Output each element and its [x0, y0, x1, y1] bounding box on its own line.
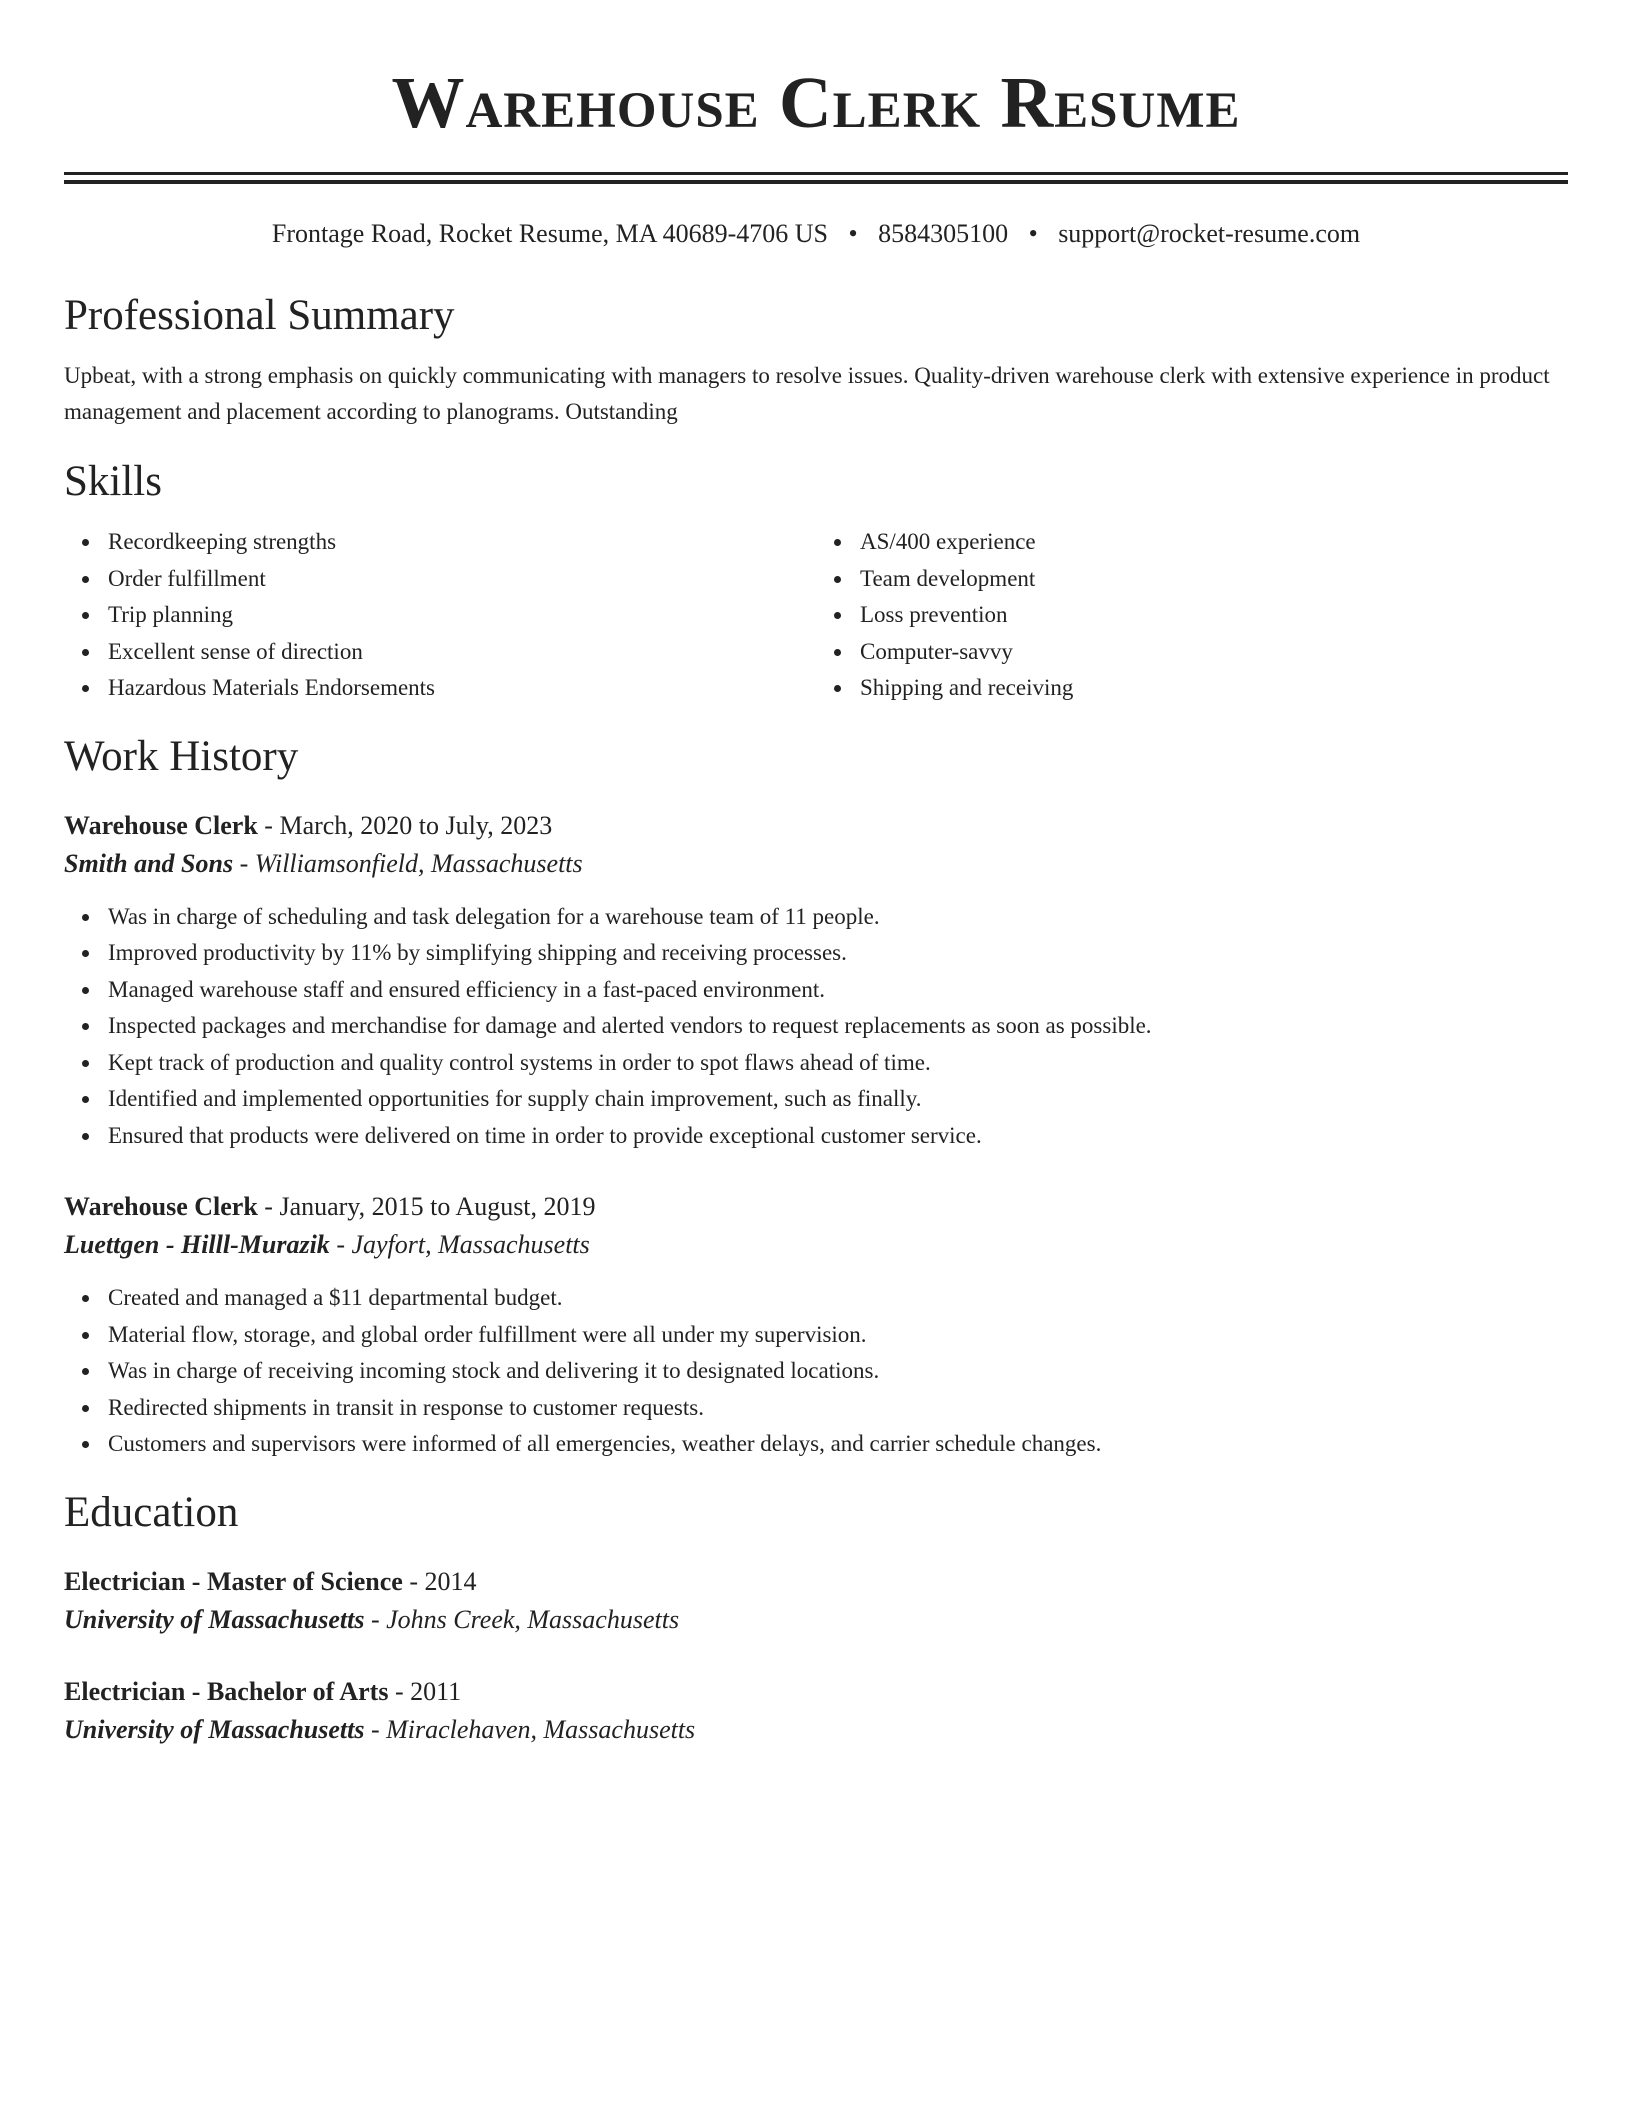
skill-item: Recordkeeping strengths [108, 524, 816, 561]
job-company-line [64, 1226, 1568, 1264]
skill-item: Loss prevention [860, 597, 1568, 634]
skill-item: Excellent sense of direction [108, 634, 816, 671]
contact-phone: 8584305100 [878, 219, 1009, 248]
education-heading: Education [64, 1488, 239, 1536]
job-bullet: Created and managed a $11 departmental budget. [108, 1280, 1568, 1317]
summary-text: Upbeat, with a strong emphasis on quickly communicating with managers to resolve issues. Quality-driven warehouse clerk with extensive experience in product management and placement according to planograms. Outstanding [64, 363, 1550, 424]
title-divider [64, 172, 1568, 184]
skill-item: Shipping and receiving [860, 670, 1568, 707]
skills-heading: Skills [64, 458, 162, 505]
job-bullet: Managed warehouse staff and ensured efficiency in a fast-paced environment. [108, 972, 1568, 1009]
school: University of Massachusetts [64, 1604, 365, 1634]
school-line [64, 1601, 1568, 1639]
job-bullet: Ensured that products were delivered on time in order to provide exceptional customer service. [108, 1118, 1568, 1155]
skills-list-left [64, 524, 816, 707]
contact-email: support@rocket-resume.com [1058, 219, 1361, 248]
job-location: - Jayfort, Massachusetts [329, 1230, 590, 1259]
job-company: Smith and Sons [64, 848, 234, 878]
job-company-line [64, 845, 1568, 883]
summary-heading: Professional Summary [64, 292, 455, 339]
skills-list-right [816, 524, 1568, 707]
degree-year: - 2014 [402, 1566, 477, 1596]
education-entry [64, 1563, 1568, 1639]
job-bullet: Customers and supervisors were informed of all emergencies, weather delays, and carrier schedule changes. [108, 1426, 1568, 1463]
page-title: Warehouse Clerk Resume [391, 62, 1241, 143]
job-location: - Williamsonfield, Massachusetts [233, 848, 583, 878]
job-entry [64, 1188, 1568, 1463]
degree-line [64, 1673, 1568, 1711]
contact-address: Frontage Road, Rocket Resume, MA 40689-4706 US [271, 219, 828, 248]
skill-item: Order fulfillment [108, 561, 816, 598]
skill-item: Team development [860, 561, 1568, 598]
job-bullets [64, 899, 1568, 1155]
job-dates: - March, 2020 to July, 2023 [257, 810, 553, 840]
job-bullet: Inspected packages and merchandise for damage and alerted vendors to request replacements as soon as possible. [108, 1008, 1568, 1045]
job-bullet: Material flow, storage, and global order fulfillment were all under my supervision. [108, 1317, 1568, 1354]
school-line [64, 1711, 1568, 1749]
job-dates: - January, 2015 to August, 2019 [257, 1192, 596, 1221]
skill-item: AS/400 experience [860, 524, 1568, 561]
contact-separator: • [1028, 219, 1038, 248]
contact-separator: • [848, 219, 858, 248]
job-bullet: Redirected shipments in transit in response to customer requests. [108, 1390, 1568, 1427]
education-entry [64, 1673, 1568, 1749]
skill-item: Trip planning [108, 597, 816, 634]
job-bullet: Kept track of production and quality control systems in order to spot flaws ahead of time. [108, 1045, 1568, 1082]
degree-year: - 2011 [388, 1676, 462, 1706]
skills-grid [64, 524, 1568, 707]
school-location: - Johns Creek, Massachusetts [364, 1604, 680, 1634]
job-company: Luettgen - Hilll-Murazik [64, 1230, 330, 1259]
work-history-heading: Work History [64, 732, 299, 780]
degree-line [64, 1563, 1568, 1601]
degree: Electrician - Master of Science [64, 1566, 403, 1596]
degree: Electrician - Bachelor of Arts [64, 1676, 389, 1706]
job-bullet: Identified and implemented opportunities for supply chain improvement, such as finally. [108, 1081, 1568, 1118]
job-bullets [64, 1280, 1568, 1463]
school-location: - Miraclehaven, Massachusetts [364, 1714, 696, 1744]
school: University of Massachusetts [64, 1714, 365, 1744]
job-title: Warehouse Clerk [64, 1192, 258, 1221]
contact-line [64, 218, 1568, 250]
skill-item: Hazardous Materials Endorsements [108, 670, 816, 707]
job-bullet: Was in charge of scheduling and task delegation for a warehouse team of 11 people. [108, 899, 1568, 936]
job-entry [64, 807, 1568, 1155]
job-title-line [64, 807, 1568, 845]
job-title: Warehouse Clerk [64, 810, 258, 840]
skill-item: Computer-savvy [860, 634, 1568, 671]
job-bullet: Improved productivity by 11% by simplifying shipping and receiving processes. [108, 935, 1568, 972]
job-title-line [64, 1188, 1568, 1226]
job-bullet: Was in charge of receiving incoming stock and delivering it to designated locations. [108, 1353, 1568, 1390]
